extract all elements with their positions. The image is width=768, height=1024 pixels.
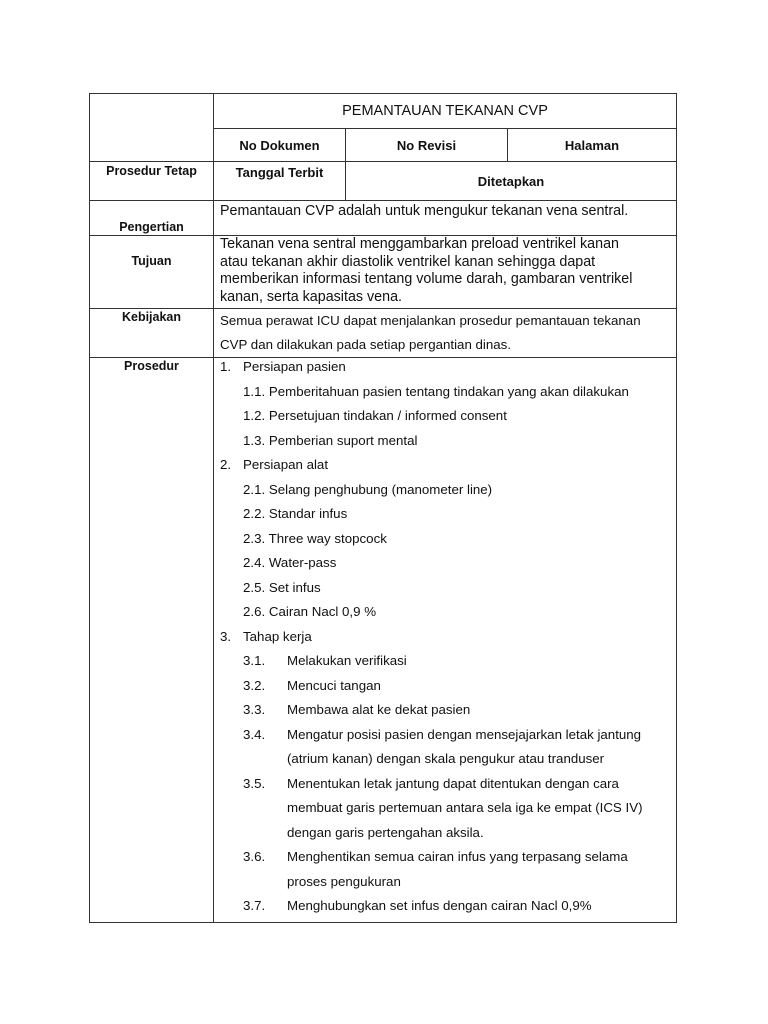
no-dokumen-header: No Dokumen xyxy=(214,129,346,162)
halaman-header: Halaman xyxy=(508,129,677,162)
tujuan-line: kanan, serta kapasitas vena. xyxy=(220,288,402,305)
list-item: 3.1. Melakukan verifikasi xyxy=(243,653,407,668)
list-item: 2.6. Cairan Nacl 0,9 % xyxy=(243,604,377,619)
tujuan-line: memberikan informasi tentang volume darah, gambaran ventrikel xyxy=(220,271,633,287)
list-item: proses pengukuran xyxy=(287,873,401,889)
list-item: 3.4. Mengatur posisi pasien dengan mensejajarkan letak jantung xyxy=(243,726,642,742)
kebijakan-text xyxy=(214,309,677,358)
pengertian-text: Pemantauan CVP adalah untuk mengukur tekanan vena sentral. xyxy=(214,201,677,236)
list-item: 2.2. Standar infus xyxy=(243,506,348,521)
list-item: 1. Persiapan pasien xyxy=(220,359,346,374)
kebijakan-line: CVP dan dilakukan pada setiap pergantian dinas. xyxy=(220,337,512,352)
list-item: 2.3. Three way stopcock xyxy=(243,530,387,546)
kebijakan-line: Semua perawat ICU dapat menjalankan prosedur pemantauan tekanan xyxy=(220,313,641,328)
list-item: 3.6. Menghentikan semua cairan infus yang terpasang selama xyxy=(243,849,628,864)
list-item: 1.1. Pemberitahuan pasien tentang tindakan yang akan dilakukan xyxy=(243,383,629,399)
list-item: 1.2. Persetujuan tindakan / informed consent xyxy=(243,408,507,423)
tujuan-line: atau tekanan akhir diastolik ventrikel kanan sehingga dapat xyxy=(220,253,596,270)
prosedur-list xyxy=(214,358,677,923)
sop-document xyxy=(89,93,676,923)
ditetapkan-label: Ditetapkan xyxy=(346,162,677,201)
list-item: dengan garis pertengahan aksila. xyxy=(287,824,484,840)
kebijakan-label: Kebijakan xyxy=(90,309,214,358)
list-item: 2. Persiapan alat xyxy=(220,457,329,472)
list-item: (atrium kanan) dengan skala pengukur atau tranduser xyxy=(287,751,605,766)
list-item: 3.2. Mencuci tangan xyxy=(243,677,381,693)
list-item: 3.5. Menentukan letak jantung dapat ditentukan dengan cara xyxy=(243,775,619,791)
list-item: 3.3. Membawa alat ke dekat pasien xyxy=(243,702,471,717)
tanggal-terbit-label: Tanggal Terbit xyxy=(214,162,346,201)
no-revisi-header: No Revisi xyxy=(346,129,508,162)
tujuan-text xyxy=(214,236,677,309)
list-item: 2.1. Selang penghubung (manometer line) xyxy=(243,481,493,497)
list-item: 2.5. Set infus xyxy=(243,579,321,595)
tujuan-line: Tekanan vena sentral menggambarkan preload ventrikel kanan xyxy=(220,236,619,252)
prosedur-label: Prosedur xyxy=(90,358,214,923)
prosedur-tetap-label: Prosedur Tetap xyxy=(90,162,214,201)
list-item: 2.4. Water-pass xyxy=(243,555,337,570)
logo-cell xyxy=(90,94,214,162)
list-item: membuat garis pertemuan antara sela iga ke empat (ICS IV) xyxy=(287,800,643,815)
list-item: 3. Tahap kerja xyxy=(220,628,312,644)
sop-table xyxy=(89,93,677,923)
tujuan-label: Tujuan xyxy=(90,236,214,309)
document-title: PEMANTAUAN TEKANAN CVP xyxy=(214,94,677,129)
list-item: 1.3. Pemberian suport mental xyxy=(243,432,418,448)
pengertian-label: Pengertian xyxy=(90,201,214,236)
list-item: 3.7. Menghubungkan set infus dengan cairan Nacl 0,9% xyxy=(243,898,592,913)
